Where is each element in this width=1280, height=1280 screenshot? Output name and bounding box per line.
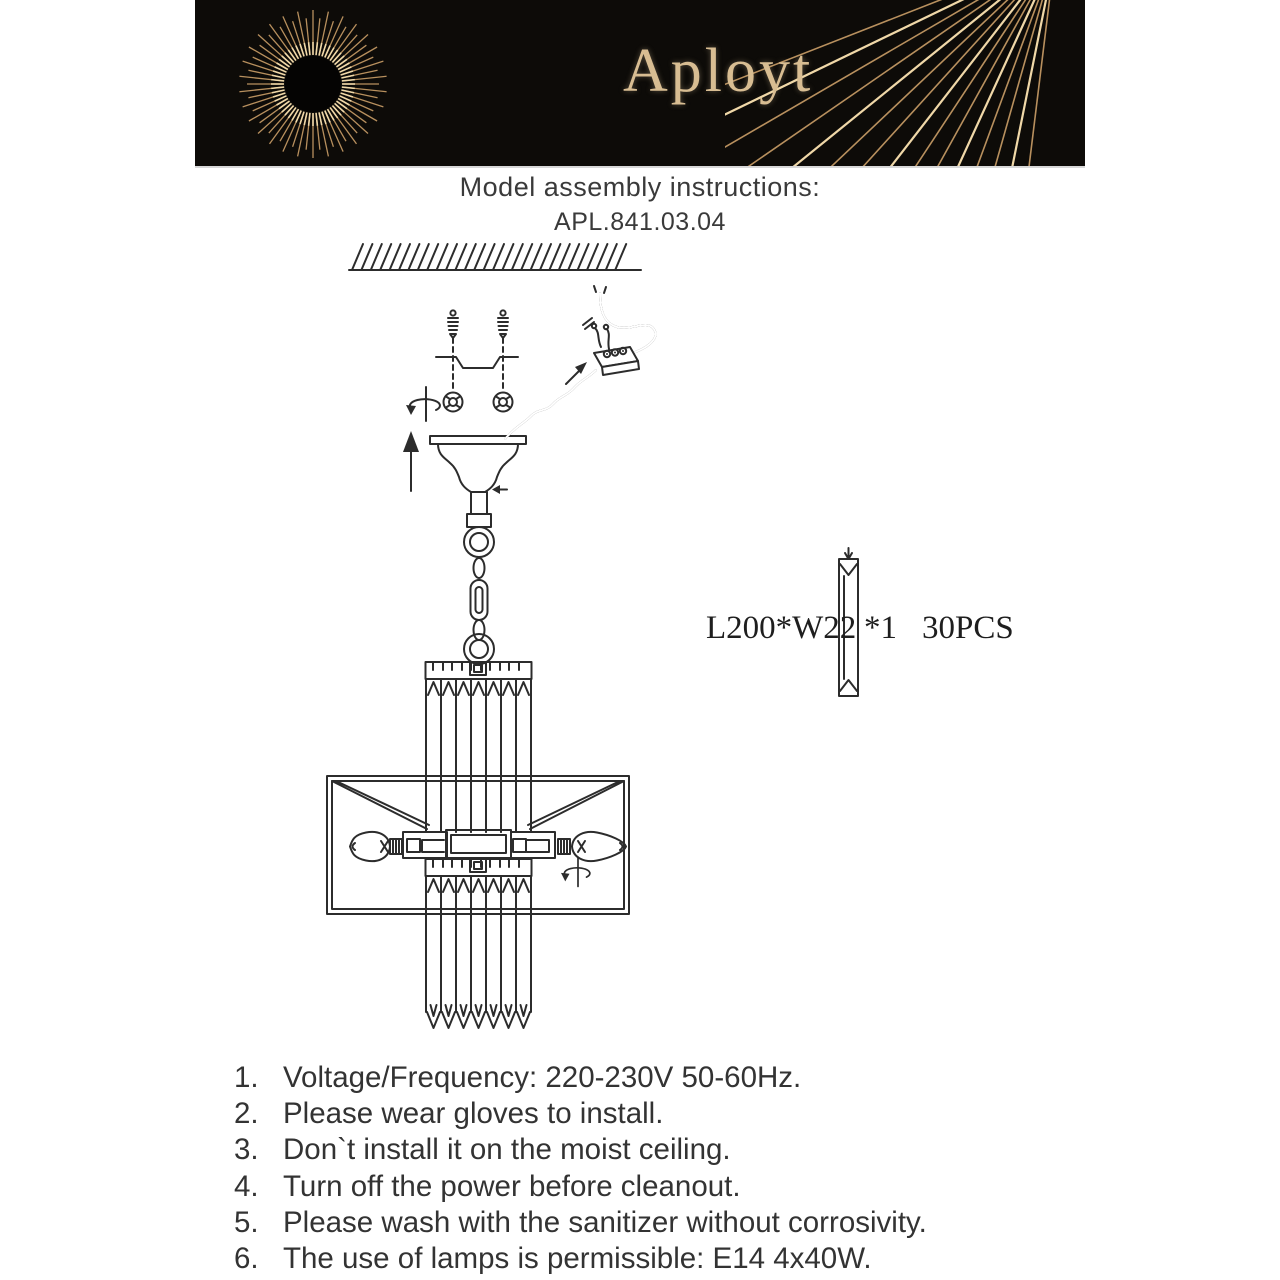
instruction-text: Voltage/Frequency: 220-230V 50-60Hz. <box>283 1061 802 1094</box>
instruction-text: The use of lamps is permissible: E14 4x40W. <box>283 1242 872 1276</box>
instruction-number: 3. <box>234 1133 259 1167</box>
instruction-number: 5. <box>234 1205 259 1239</box>
instruction-text: Please wear gloves to install. <box>283 1097 664 1131</box>
candle-bulb-right <box>558 832 626 861</box>
instruction-item <box>234 1096 1094 1132</box>
instruction-number: 2. <box>234 1097 259 1131</box>
crystal-multiplier-label: *1 <box>864 610 897 646</box>
lift-arrow <box>403 431 419 491</box>
crystal-rods-upper <box>426 662 532 832</box>
rotate-symbol <box>406 387 440 421</box>
instructions-list <box>234 1060 1094 1277</box>
crystal-rods-lower <box>426 859 532 1028</box>
ceiling-hatch <box>349 244 641 270</box>
ceiling-canopy <box>430 436 526 527</box>
crystal-size-label: L200*W22 <box>706 610 857 646</box>
instruction-text: Don`t install it on the moist ceiling. <box>283 1133 731 1167</box>
crystal-quantity-label: 30PCS <box>922 610 1014 646</box>
candle-bulb-left <box>350 832 402 861</box>
instruction-text: Turn off the power before cleanout. <box>283 1169 741 1203</box>
instruction-text: Please wash with the sanitizer without corrosivity. <box>283 1205 927 1239</box>
instruction-item <box>234 1205 1094 1241</box>
instruction-item <box>234 1241 1094 1277</box>
model-number: APL.841.03.04 <box>554 208 726 236</box>
instruction-number: 6. <box>234 1242 259 1276</box>
mounting-bracket <box>436 357 518 368</box>
shade-frame <box>327 776 629 914</box>
page-title: Model assembly instructions: <box>459 172 821 202</box>
instruction-item <box>234 1169 1094 1205</box>
instruction-item <box>234 1132 1094 1168</box>
rotate-symbol-bulb <box>561 858 590 887</box>
hanging-chain <box>464 527 494 664</box>
instruction-number: 4. <box>234 1169 259 1203</box>
wall-anchor-screws <box>444 310 513 411</box>
instruction-item <box>234 1060 1094 1096</box>
lamp-holder-body <box>403 830 555 858</box>
instruction-number: 1. <box>234 1061 259 1094</box>
brand-name: Aployt <box>623 37 814 105</box>
